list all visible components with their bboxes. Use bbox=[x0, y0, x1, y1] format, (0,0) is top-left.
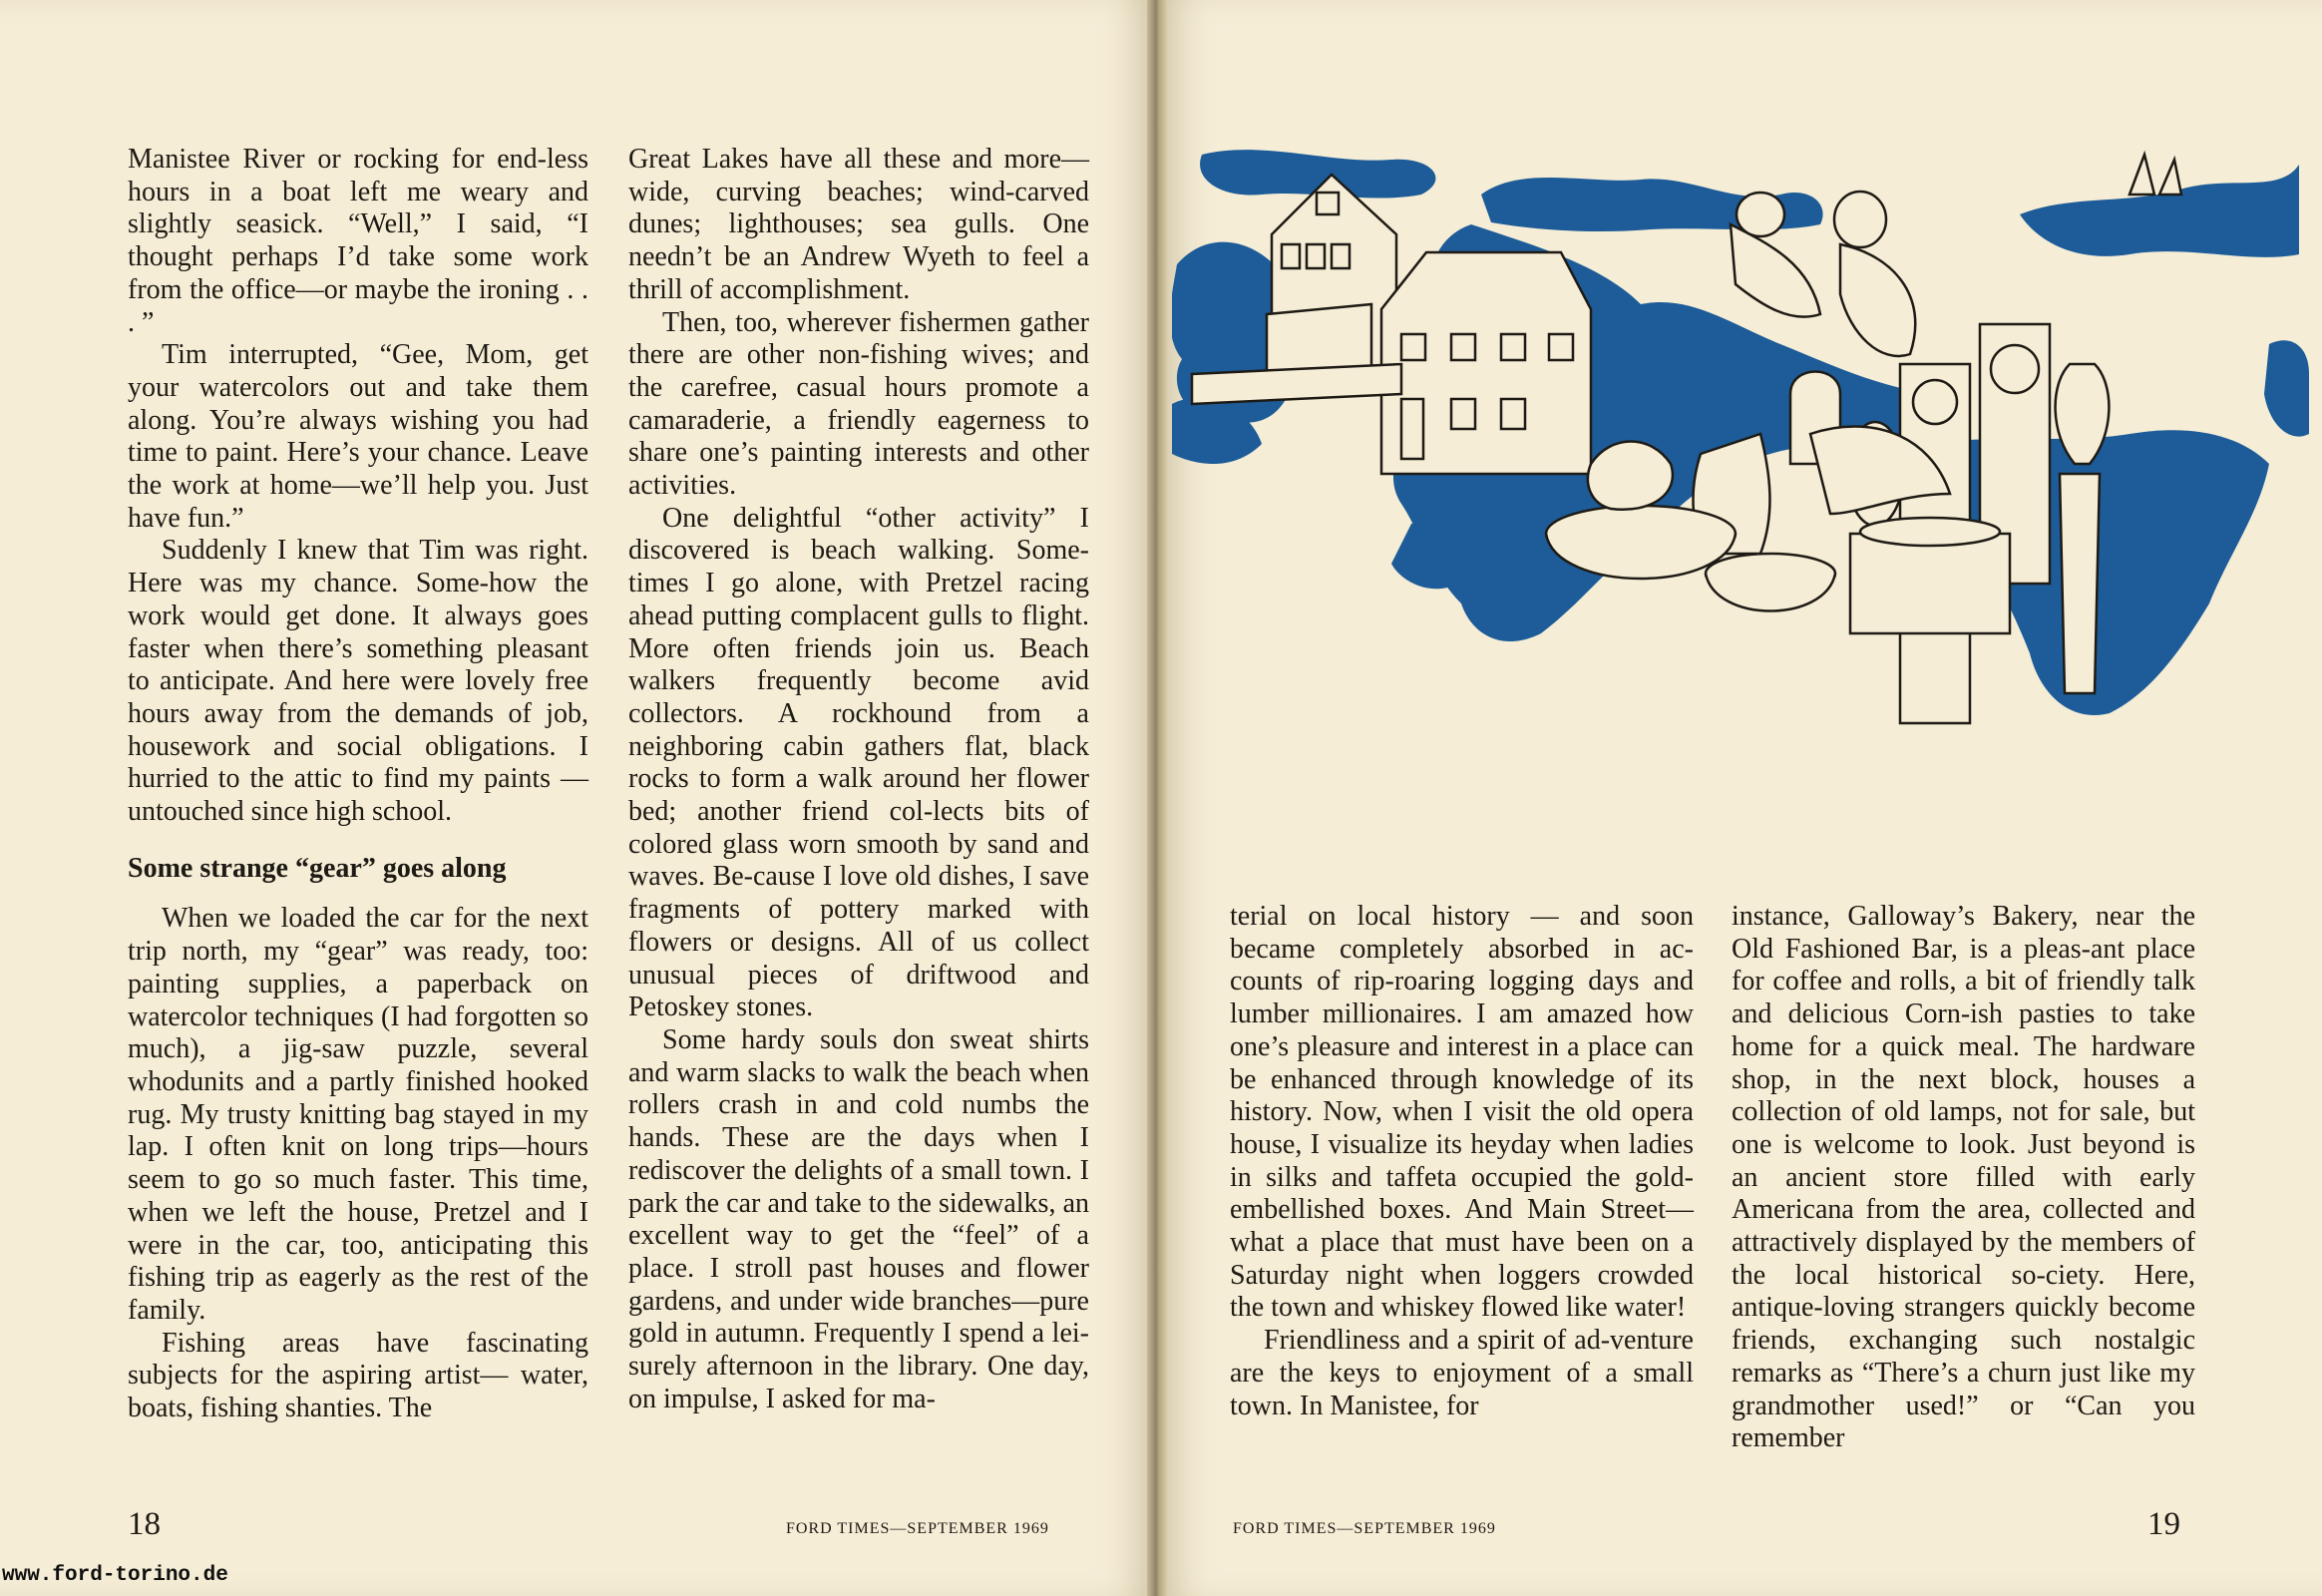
pedestal-icon bbox=[2060, 474, 2100, 693]
left-column-2 bbox=[628, 144, 1089, 1415]
window-icon bbox=[1501, 399, 1525, 429]
paragraph: instance, Galloway’s Bakery, near the Old Fashioned Bar, is a pleas-ant place for coffee and rolls, a bit of friendly talk and delicious Corn-ish pasties to take home for a quick meal. The hardware shop, in the next block, houses a collection of old lamps, not for sale, but one is welcome to look. Just beyond is an ancient store filled with early Americana from the area, collected and attractively displayed by the members of the local historical so-ciety. Here, antique-loving strangers quickly become friends, exchanging such nostalgic remarks as “There’s a churn just like my grandmother used!” or “Can you remember bbox=[1732, 901, 2195, 1454]
sailboat-icon bbox=[2129, 155, 2154, 195]
paragraph: Friendliness and a spirit of ad-venture are the keys to enjoyment of a small town. In Manistee, for bbox=[1230, 1325, 1694, 1421]
running-foot-right: FORD TIMES—SEPTEMBER 1969 bbox=[1233, 1520, 1496, 1537]
paragraph: terial on local history — and soon became completely absorbed in ac-counts of rip-roaring logging days and lumber millionaires. I am amazed how one’s pleasure and interest in a place can be enhanced through knowledge of its history. Now, when I visit the old opera house, I visualize its heyday when ladies in silks and taffeta occupied the gold-embellished boxes. And Main Street—what a place that must have been on a Saturday night when loggers crowded the town and whiskey flowed like water! bbox=[1230, 901, 1694, 1324]
seated-figure bbox=[1840, 244, 1915, 356]
clock-face-icon bbox=[1991, 345, 2039, 393]
window-icon bbox=[1549, 334, 1573, 360]
window-icon bbox=[1332, 244, 1350, 268]
paragraph: When we loaded the car for the next trip north, my “gear” was ready, too: painting supplies, a paperback on watercolor techniques (I had forgotten so much), a jig-saw puzzle, several whodunits and a partly finished hooked rug. My trusty knitting bag stayed in my lap. I often knit on long trips—hours seem to go so much faster. This time, when we left the house, Pretzel and I were in the car, too, anticipating this fishing trip as eagerly as the rest of the family. bbox=[128, 903, 588, 1326]
window-icon bbox=[1307, 244, 1325, 268]
website-watermark: www.ford-torino.de bbox=[2, 1564, 228, 1587]
paragraph: Tim interrupted, “Gee, Mom, get your watercolors out and take them along. You’re always wishing you had time to paint. Here’s your chance. Leave the work at home—we’ll help you. Just have fun.” bbox=[128, 339, 588, 534]
paragraph: Suddenly I knew that Tim was right. Here was my chance. Some-how the work would get done. It always goes faster when there’s something pleasant to anticipate. And here were lovely free hours away from the demands of job, housework and social obligations. I hurried to the attic to find my paints —untouched since high school. bbox=[128, 535, 588, 828]
right-column-2 bbox=[1732, 901, 2195, 1455]
door-icon bbox=[1401, 399, 1423, 459]
hen-dish-icon bbox=[1588, 442, 1673, 510]
window-icon bbox=[1451, 334, 1475, 360]
paragraph: Some hardy souls don sweat shirts and warm slacks to walk the beach when rollers crash in and cold numbs the hands. These are the days when I rediscover the delights of a small town. I park the car and take to the sidewalks, an excellent way to get the “feel” of a place. I stroll past houses and flower gardens, and under wide branches—pure gold in autumn. Frequently I spend a lei-surely afternoon in the library. One day, on impulse, I asked for ma- bbox=[628, 1023, 1089, 1414]
window-icon bbox=[1317, 193, 1339, 214]
paragraph: One delightful “other activity” I discovered is beach walking. Some-times I go alone, with Pretzel racing ahead putting complacent gulls to flight. More often friends join us. Beach walkers frequently become avid collectors. A rockhound from a neighboring cabin gathers flat, black rocks to form a walk around her flower bed; another friend col-lects bits of colored glass worn smooth by sand and waves. Be-cause I love old dishes, I save fragments of pottery marked with flowers or designs. All of us collect unusual pieces of driftwood and Petoskey stones. bbox=[628, 502, 1089, 1023]
sailboat-icon bbox=[2159, 160, 2181, 195]
paragraph: Then, too, wherever fishermen gather there are other non-fishing wives; and the carefree, casual hours promote a camaraderie, a friendly eagerness to share one’s painting interests and other activities. bbox=[628, 306, 1089, 502]
clock-face-icon bbox=[1913, 380, 1957, 424]
town-antiques-illustration bbox=[1172, 135, 2314, 853]
book-gutter bbox=[1147, 0, 1167, 1596]
section-subheading: Some strange “gear” goes along bbox=[128, 852, 507, 884]
blue-landscape bbox=[2264, 340, 2309, 436]
page-number-left: 18 bbox=[128, 1506, 161, 1542]
left-column-1 bbox=[128, 144, 588, 1425]
figure-head bbox=[1834, 192, 1886, 247]
paragraph: Great Lakes have all these and more—wide, curving beaches; wind-carved dunes; lighthouses; sea gulls. One needn’t be an Andrew Wyeth to feel a thrill of accomplishment. bbox=[628, 144, 1089, 305]
bowl-icon bbox=[1706, 574, 1835, 611]
blue-sea-band bbox=[2020, 165, 2299, 257]
window-icon bbox=[1282, 244, 1300, 268]
phonograph-box-icon bbox=[1850, 534, 2010, 633]
page-number-right: 19 bbox=[2147, 1506, 2180, 1542]
right-column-1 bbox=[1230, 901, 1694, 1422]
phonograph-record-icon bbox=[1860, 518, 2000, 546]
seated-figure bbox=[1731, 224, 1820, 317]
paragraph: Fishing areas have fascinating subjects for the aspiring artist— water, boats, fishing shanties. The bbox=[128, 1327, 588, 1424]
window-icon bbox=[1501, 334, 1525, 360]
running-foot-left: FORD TIMES—SEPTEMBER 1969 bbox=[786, 1520, 1049, 1537]
window-icon bbox=[1451, 399, 1475, 429]
window-icon bbox=[1401, 334, 1425, 360]
paragraph: Manistee River or rocking for end-less hours in a boat left me weary and slightly seasick. “Well,” I said, “I thought perhaps I’d take some work from the office—or maybe the ironing . . . ” bbox=[128, 144, 588, 338]
